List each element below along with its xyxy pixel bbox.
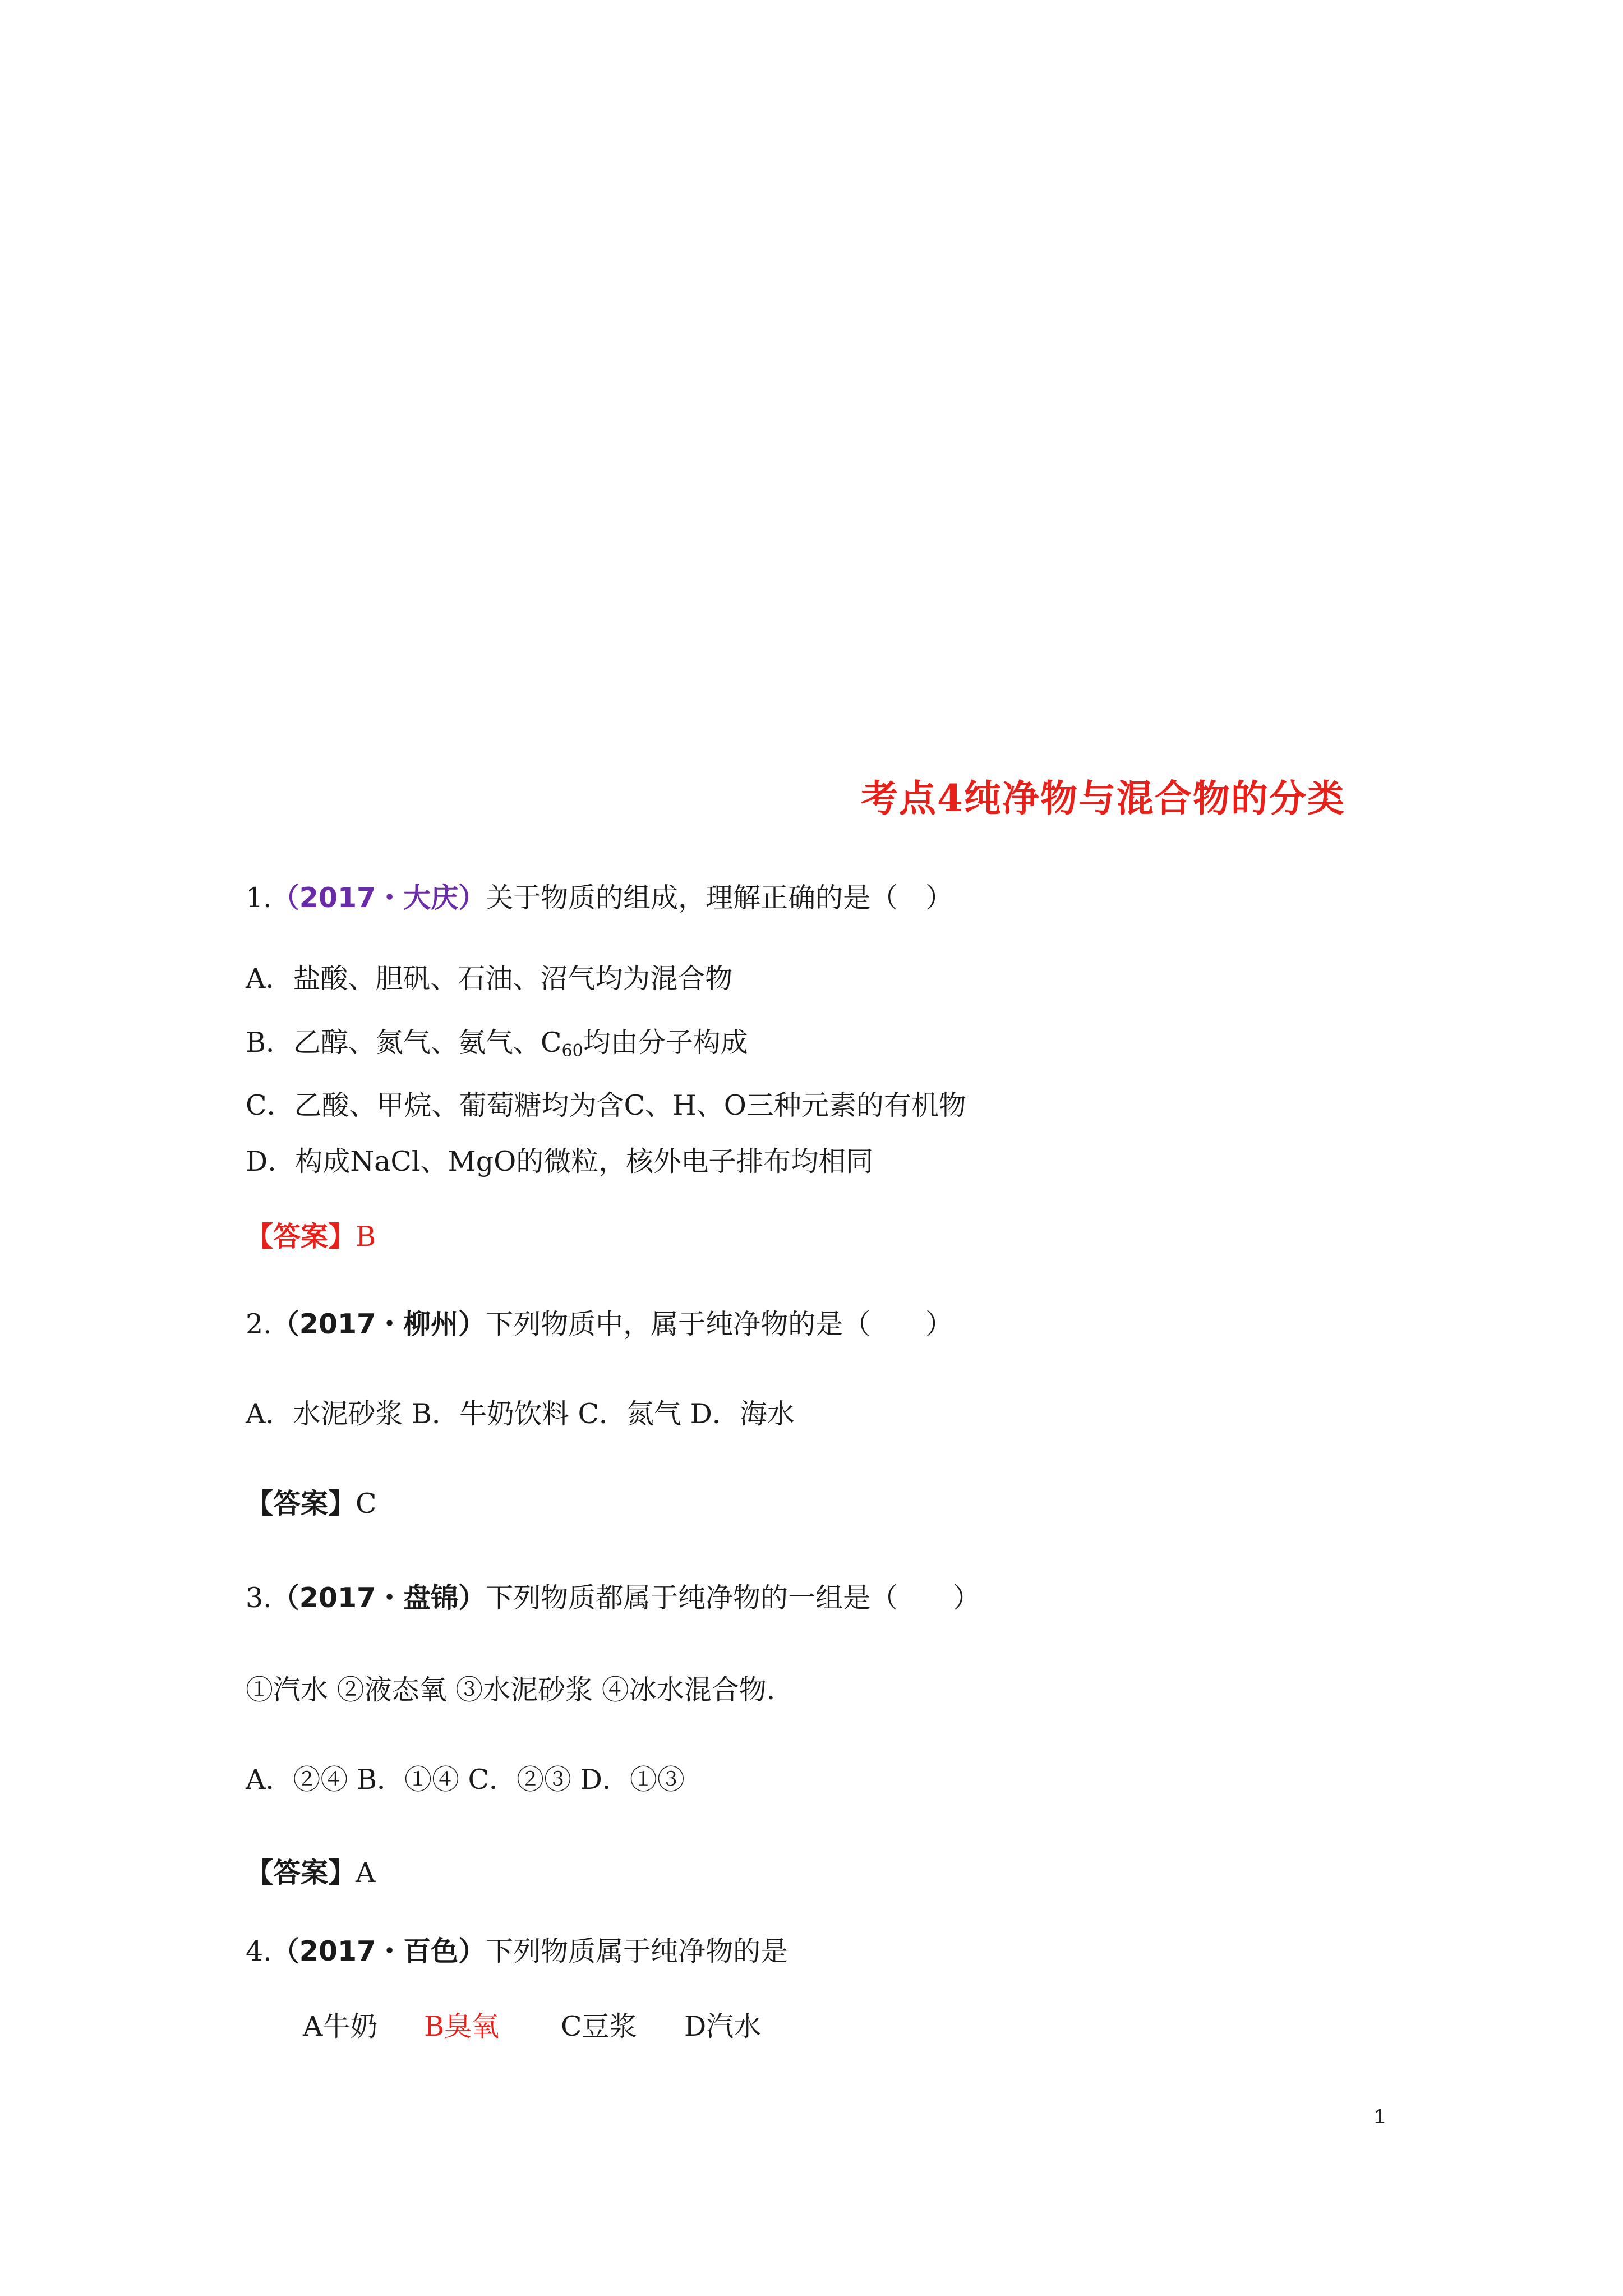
page-title: 考点4纯净物与混合物的分类 bbox=[861, 776, 1345, 820]
question-2-answer bbox=[246, 1482, 377, 1521]
question-number: 2. bbox=[246, 1308, 272, 1340]
option-b-subscript: 60 bbox=[561, 1041, 583, 1061]
question-source: （2017・大庆） bbox=[271, 882, 486, 914]
question-source: （2017・盘锦） bbox=[271, 1582, 486, 1614]
question-number: 4. bbox=[246, 1935, 272, 1967]
question-4-stem bbox=[246, 1930, 788, 1969]
question-4-option-a: A牛奶 bbox=[303, 2010, 378, 2042]
question-number: 3. bbox=[246, 1582, 272, 1614]
question-4-option-b: B臭氧 bbox=[424, 2010, 500, 2042]
question-3-answer bbox=[246, 1851, 375, 1890]
answer-value: C bbox=[356, 1488, 377, 1520]
question-4-option-d: D汽水 bbox=[684, 2010, 762, 2042]
question-1-option-b bbox=[246, 1021, 748, 1061]
answer-label: 【答案】 bbox=[246, 1487, 356, 1520]
question-text: 关于物质的组成，理解正确的是（ ） bbox=[486, 882, 953, 914]
question-text: 下列物质中，属于纯净物的是（ ） bbox=[486, 1308, 953, 1340]
question-source: （2017・百色） bbox=[271, 1935, 486, 1967]
question-1-option-c: C．乙酸、甲烷、葡萄糖均为含C、H、O三种元素的有机物 bbox=[246, 1089, 966, 1121]
question-text: 下列物质属于纯净物的是 bbox=[486, 1935, 789, 1967]
answer-label: 【答案】 bbox=[246, 1220, 356, 1253]
question-1-stem bbox=[246, 876, 953, 915]
question-3-items: ①汽水 ②液态氧 ③水泥砂浆 ④冰水混合物. bbox=[246, 1674, 776, 1706]
answer-value: B bbox=[356, 1221, 376, 1253]
question-source: （2017・柳州） bbox=[271, 1308, 486, 1340]
question-1-option-a: A．盐酸、胆矾、石油、沼气均为混合物 bbox=[246, 963, 733, 995]
question-3-options: A．②④ B．①④ C．②③ D．①③ bbox=[246, 1764, 685, 1796]
question-2-options: A．水泥砂浆 B．牛奶饮料 C．氮气 D．海水 bbox=[246, 1398, 795, 1430]
question-1-answer bbox=[246, 1215, 376, 1254]
option-b-text: B．乙醇、氮气、氨气、C bbox=[246, 1027, 562, 1059]
page-number: 1 bbox=[1374, 2105, 1386, 2128]
question-text: 下列物质都属于纯净物的一组是（ ） bbox=[486, 1582, 981, 1614]
answer-label: 【答案】 bbox=[246, 1856, 356, 1889]
question-4-option-c: C豆浆 bbox=[561, 2010, 637, 2042]
question-number: 1. bbox=[246, 882, 272, 914]
question-1-option-d: D．构成NaCl、MgO的微粒，核外电子排布均相同 bbox=[246, 1145, 874, 1177]
option-b-text-end: 均由分子构成 bbox=[583, 1027, 748, 1059]
question-3-stem bbox=[246, 1576, 980, 1616]
question-2-stem bbox=[246, 1303, 953, 1342]
answer-value: A bbox=[356, 1857, 376, 1889]
